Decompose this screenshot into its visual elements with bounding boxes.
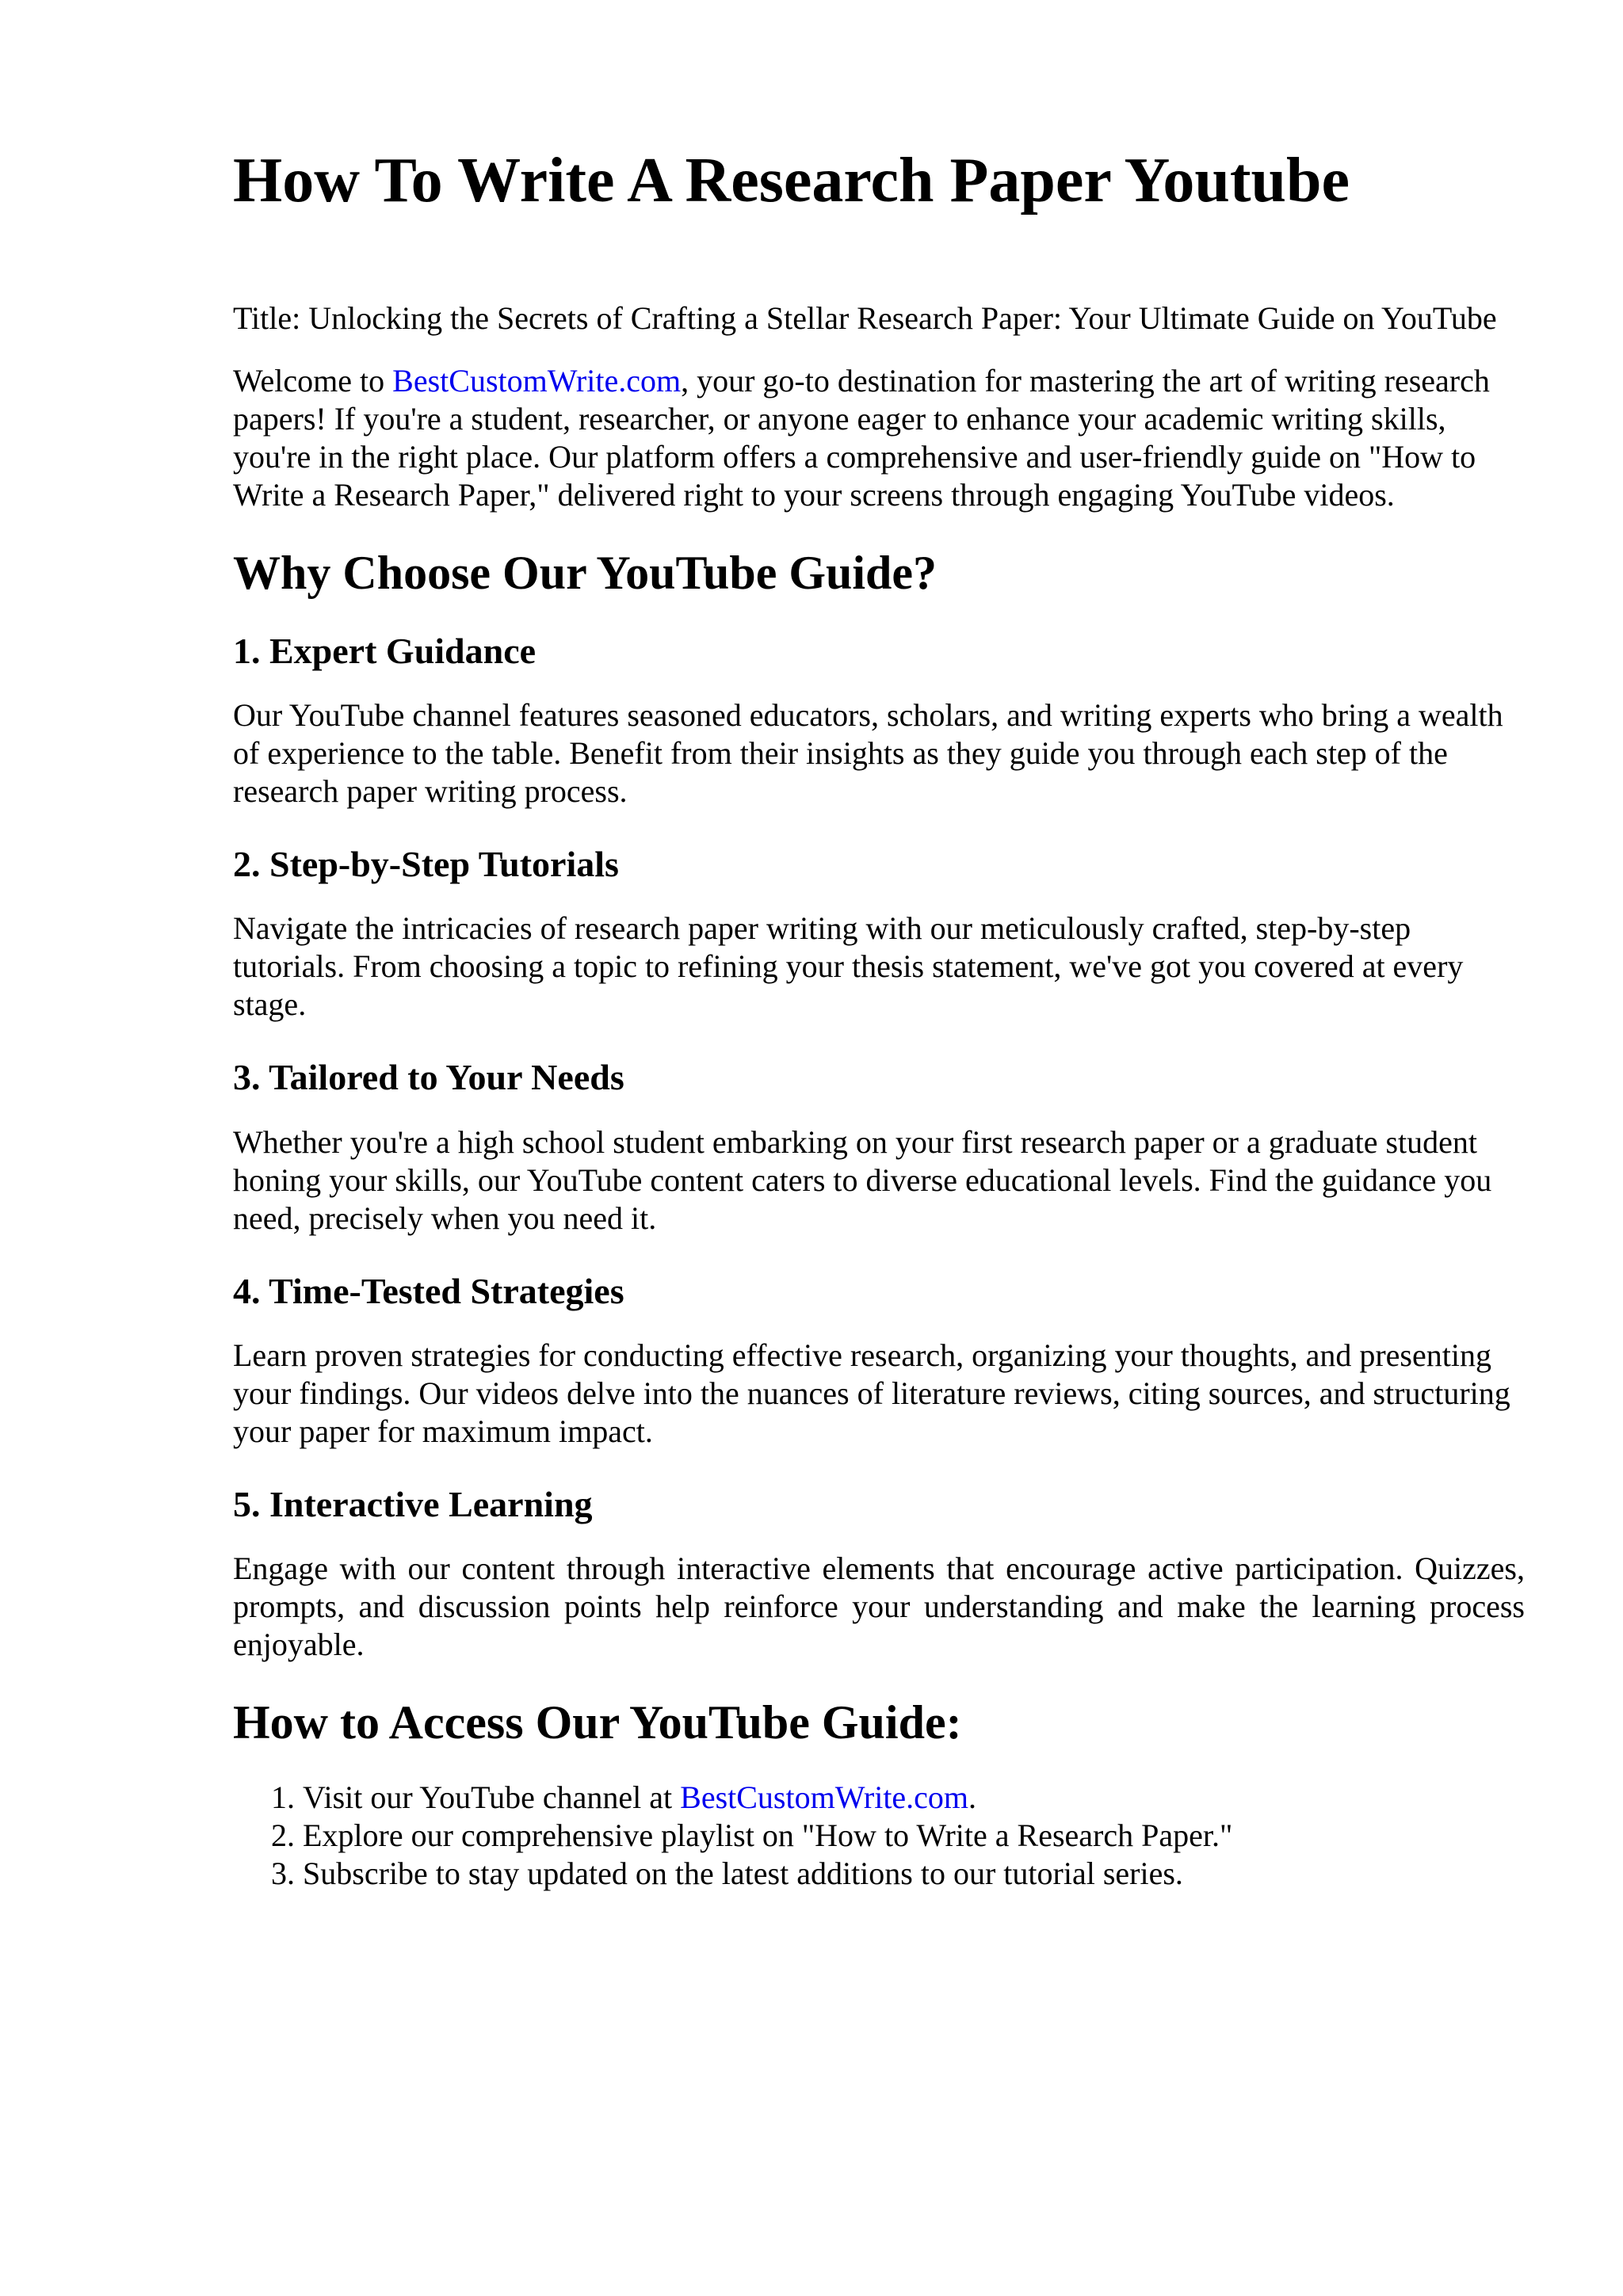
access-step-site-link[interactable]: BestCustomWrite.com — [680, 1779, 969, 1815]
item-text-expert-guidance: Our YouTube channel features seasoned educators, scholars, and writing experts who bring a wealth of experience to the table. Benefit from their insights as they guide you through each step of the research paper writing process. — [233, 697, 1503, 810]
access-steps-list — [233, 1779, 1525, 1893]
access-step-visit-suffix: . — [968, 1779, 977, 1815]
access-step-subscribe: 3. Subscribe to stay updated on the latest additions to our tutorial series. — [303, 1855, 1525, 1893]
page-title: How To Write A Research Paper Youtube — [233, 146, 1350, 215]
section-heading-access: How to Access Our YouTube Guide: — [233, 1695, 962, 1749]
item-text-tailored: Whether you're a high school student embarking on your first research paper or a graduate student honing your skills, our YouTube content caters to diverse educational levels. Find the guidance you need, precisely when you need it. — [233, 1123, 1492, 1236]
intro-site-link[interactable]: BestCustomWrite.com — [392, 363, 682, 399]
item-heading-step-by-step: 2. Step-by-Step Tutorials — [233, 844, 619, 885]
item-heading-interactive: 5. Interactive Learning — [233, 1483, 593, 1524]
intro-text-prefix: Welcome to — [233, 363, 393, 399]
access-step-explore: 2. Explore our comprehensive playlist on "How to Write a Research Paper." — [303, 1817, 1525, 1855]
document-page — [233, 143, 1525, 1893]
section-heading-why: Why Choose Our YouTube Guide? — [233, 547, 938, 599]
item-heading-tailored: 3. Tailored to Your Needs — [233, 1057, 624, 1098]
item-text-time-tested: Learn proven strategies for conducting effective research, organizing your thoughts, and presenting your findings. Our videos delve into the nuances of literature reviews, citing sources, and structuring your paper for maximum impact. — [233, 1337, 1510, 1449]
access-step-visit — [303, 1779, 1525, 1817]
intro-paragraph — [233, 362, 1525, 514]
access-step-visit-prefix: Visit our YouTube channel at — [303, 1779, 681, 1815]
document-subtitle: Title: Unlocking the Secrets of Crafting a Stellar Research Paper: Your Ultimate Guide on YouTube — [233, 300, 1497, 336]
item-text-step-by-step: Navigate the intricacies of research paper writing with our meticulously crafted, step-by-step tutorials. From choosing a topic to refining your thesis statement, we've got you covered at every stage. — [233, 910, 1464, 1023]
intro-text-suffix: , your go-to destination for mastering the art of writing research papers! If you're a student, researcher, or anyone eager to enhance your academic writing skills, you're in the right place. Our platform offers a comprehensive and user-friendly guide on "How to Write a Research Paper," delivered right to your screens through engaging YouTube videos. — [233, 363, 1490, 513]
item-heading-time-tested: 4. Time-Tested Strategies — [233, 1270, 624, 1311]
item-text-interactive: Engage with our content through interactive elements that encourage active participation. Quizzes, prompts, and discussion points help reinforce your understanding and make the learning process enjoyable. — [233, 1550, 1525, 1662]
item-heading-expert-guidance: 1. Expert Guidance — [233, 631, 537, 671]
